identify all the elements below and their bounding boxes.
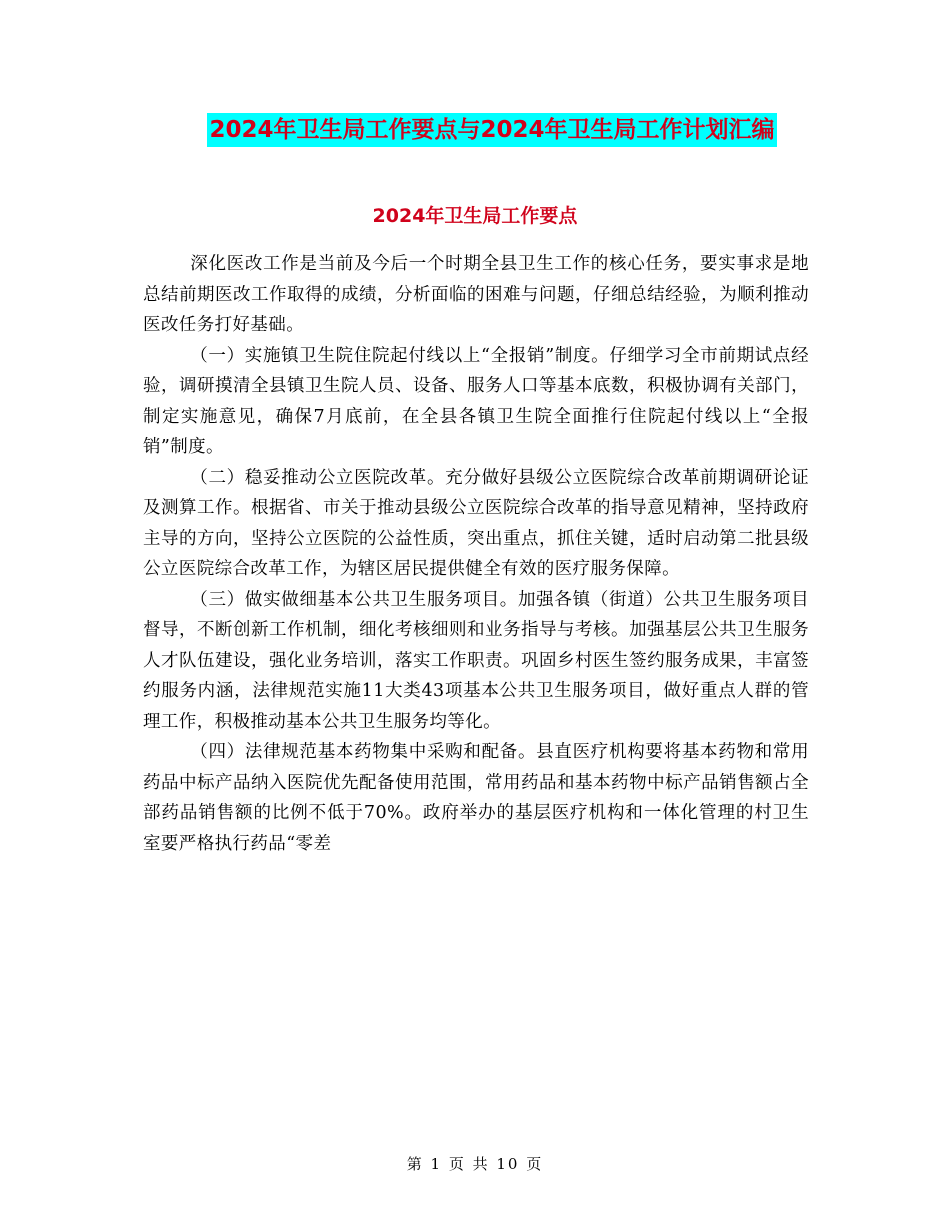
paragraph-intro: 深化医改工作是当前及今后一个时期全县卫生工作的核心任务，要实事求是地总结前期医改工作取得的成绩，分析面临的困难与问题，仔细总结经验，为顺利推动医改任务打好基础。 [143,254,809,335]
paragraph-item-1: （一）实施镇卫生院住院起付线以上“全报销”制度。仔细学习全市前期试点经验，调研摸清全县镇卫生院人员、设备、服务人口等基本底数，积极协调有关部门，制定实施意见，确保7月底前，在全县各镇卫生院全面推行住院起付线以上“全报销”制度。 [143,345,809,457]
page-footer: 第 1 页 共 10 页 [406,1155,544,1173]
document-body [143,249,809,859]
paragraph-item-4: （四）法律规范基本药物集中采购和配备。县直医疗机构要将基本药物和常用药品中标产品纳入医院优先配备使用范围，常用药品和基本药物中标产品销售额占全部药品销售额的比例不低于70%。政府举办的基层医疗机构和一体化管理的村卫生室要严格执行药品“零差 [143,742,809,854]
main-title: 2024年卫生局工作要点与2024年卫生局工作计划汇编 [207,113,776,147]
paragraph-item-2: （二）稳妥推动公立医院改革。充分做好县级公立医院综合改革前期调研论证及测算工作。根据省、市关于推动县级公立医院综合改革的指导意见精神，坚持政府主导的方向，坚持公立医院的公益性质，突出重点，抓住关键，适时启动第二批县级公立医院综合改革工作，为辖区居民提供健全有效的医疗服务保障。 [143,467,809,579]
main-title-container [0,113,950,147]
section-title: 2024年卫生局工作要点 [372,205,578,227]
paragraph-item-3: （三）做实做细基本公共卫生服务项目。加强各镇（街道）公共卫生服务项目督导，不断创新工作机制，细化考核细则和业务指导与考核。加强基层公共卫生服务人才队伍建设，强化业务培训，落实工作职责。巩固乡村医生签约服务成果，丰富签约服务内涵，法律规范实施11大类43项基本公共卫生服务项目，做好重点人群的管理工作，积极推动基本公共卫生服务均等化。 [143,589,809,732]
